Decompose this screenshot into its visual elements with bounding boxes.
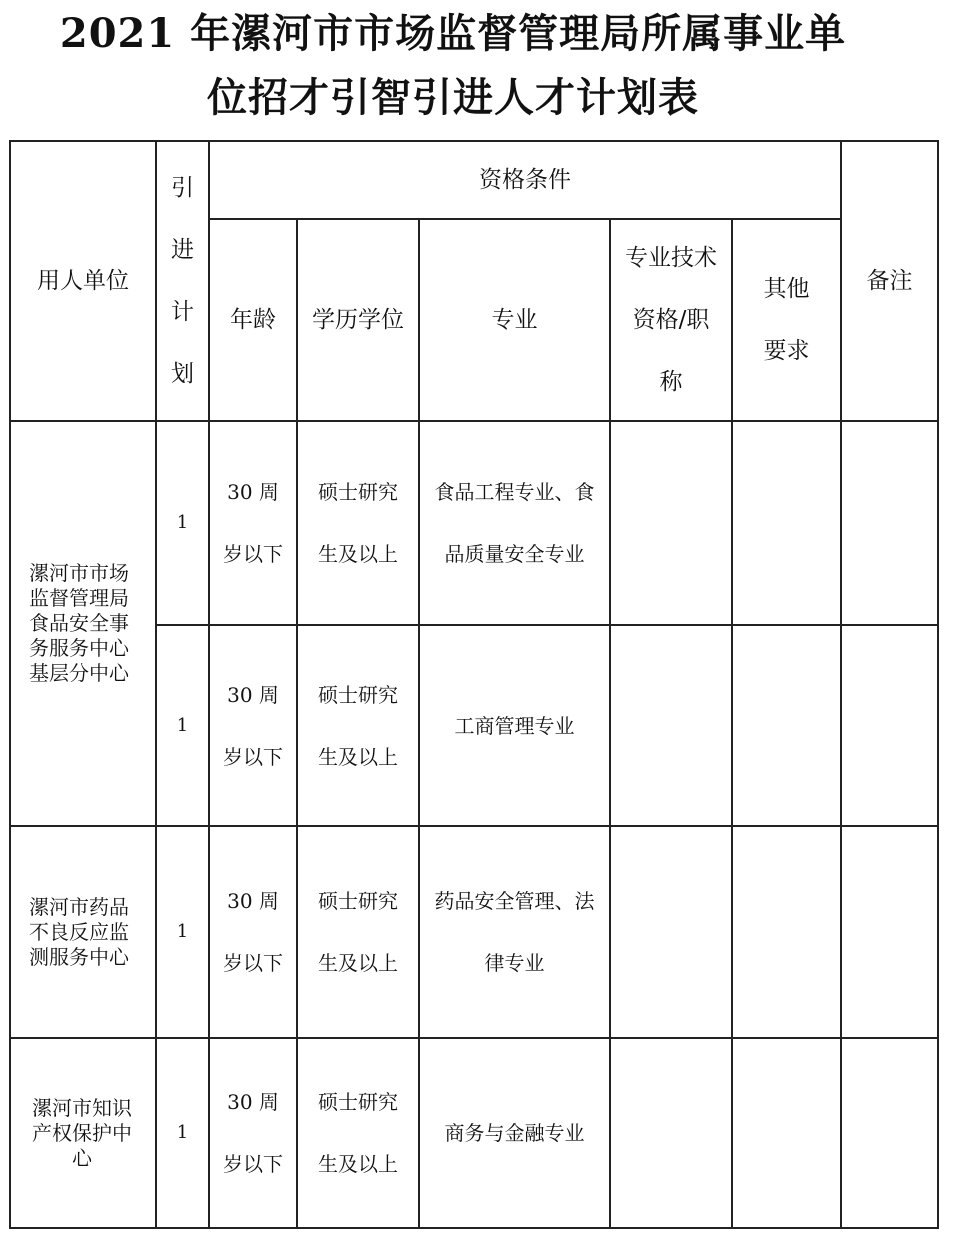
edu-line1: 硕士研究 (318, 889, 398, 913)
title-qual-cell (610, 1038, 732, 1228)
education-cell (297, 1038, 419, 1228)
other-cell (732, 1038, 841, 1228)
edu-line2: 生及以上 (318, 542, 398, 566)
age-line2: 岁以下 (223, 951, 283, 975)
header-education: 学历学位 (297, 219, 419, 421)
age-line1: 30 周 (227, 1090, 279, 1114)
header-other (732, 219, 841, 421)
edu-line2: 生及以上 (318, 744, 398, 769)
table-row (10, 421, 938, 625)
remarks-cell (841, 421, 938, 625)
table-row (10, 826, 938, 1038)
age-cell (209, 826, 297, 1038)
title-qual-cell (610, 826, 732, 1038)
age-line1: 30 周 (227, 480, 279, 504)
age-cell (209, 1038, 297, 1228)
age-cell (209, 421, 297, 625)
age-cell (209, 625, 297, 826)
header-unit: 用人单位 (10, 141, 156, 421)
header-other-line2: 要求 (763, 338, 810, 364)
header-age: 年龄 (209, 219, 297, 421)
major-line1: 工商管理专业 (454, 713, 575, 738)
header-title-qualification (610, 219, 732, 421)
age-line1: 30 周 (227, 889, 279, 913)
talent-plan-table (9, 140, 939, 1229)
header-plan-text: 引 进 计 划 (171, 175, 194, 387)
unit-cell: 漯河市知识产权保护中心 (10, 1038, 156, 1228)
plan-cell: 1 (156, 826, 209, 1038)
header-title-qual-line3: 称 (659, 369, 683, 395)
table-row (10, 1038, 938, 1228)
remarks-cell (841, 826, 938, 1038)
header-row-1 (10, 141, 938, 219)
major-cell (419, 421, 610, 625)
remarks-cell (841, 625, 938, 826)
header-title-qual-line2: 资格/职 (632, 307, 710, 333)
plan-cell: 1 (156, 421, 209, 625)
education-cell (297, 421, 419, 625)
header-qualifications: 资格条件 (209, 141, 841, 219)
edu-line2: 生及以上 (318, 1152, 398, 1176)
unit-cell: 漯河市药品不良反应监测服务中心 (10, 826, 156, 1038)
header-title-qual-line1: 专业技术 (625, 245, 717, 271)
page-title-line2: 位招才引智引进人才计划表 (207, 74, 699, 121)
edu-line1: 硕士研究 (318, 682, 398, 707)
age-line2: 岁以下 (223, 1152, 283, 1176)
edu-line2: 生及以上 (318, 951, 398, 975)
major-line1: 食品工程专业、食 (434, 480, 595, 504)
major-line1: 商务与金融专业 (444, 1121, 585, 1145)
header-other-line1: 其他 (763, 276, 810, 302)
major-line1: 药品安全管理、法 (434, 889, 595, 913)
unit-cell: 漯河市市场监督管理局食品安全事务服务中心基层分中心 (10, 421, 156, 826)
other-cell (732, 421, 841, 625)
plan-cell: 1 (156, 1038, 209, 1228)
major-cell (419, 625, 610, 826)
edu-line1: 硕士研究 (318, 480, 398, 504)
header-major: 专业 (419, 219, 610, 421)
other-cell (732, 625, 841, 826)
title-qual-cell (610, 625, 732, 826)
edu-line1: 硕士研究 (318, 1090, 398, 1114)
page-title-line1: 2021 年漯河市市场监督管理局所属事业单 (59, 10, 847, 57)
major-cell (419, 826, 610, 1038)
major-line2: 品质量安全专业 (444, 542, 585, 566)
header-plan (156, 141, 209, 421)
age-line1: 30 周 (227, 682, 279, 707)
remarks-cell (841, 1038, 938, 1228)
age-line2: 岁以下 (223, 542, 283, 566)
education-cell (297, 826, 419, 1038)
age-line2: 岁以下 (223, 744, 283, 769)
major-cell (419, 1038, 610, 1228)
header-remarks: 备注 (841, 141, 938, 421)
education-cell (297, 625, 419, 826)
title-qual-cell (610, 421, 732, 625)
plan-cell: 1 (156, 625, 209, 826)
other-cell (732, 826, 841, 1038)
major-line2: 律专业 (484, 951, 545, 975)
